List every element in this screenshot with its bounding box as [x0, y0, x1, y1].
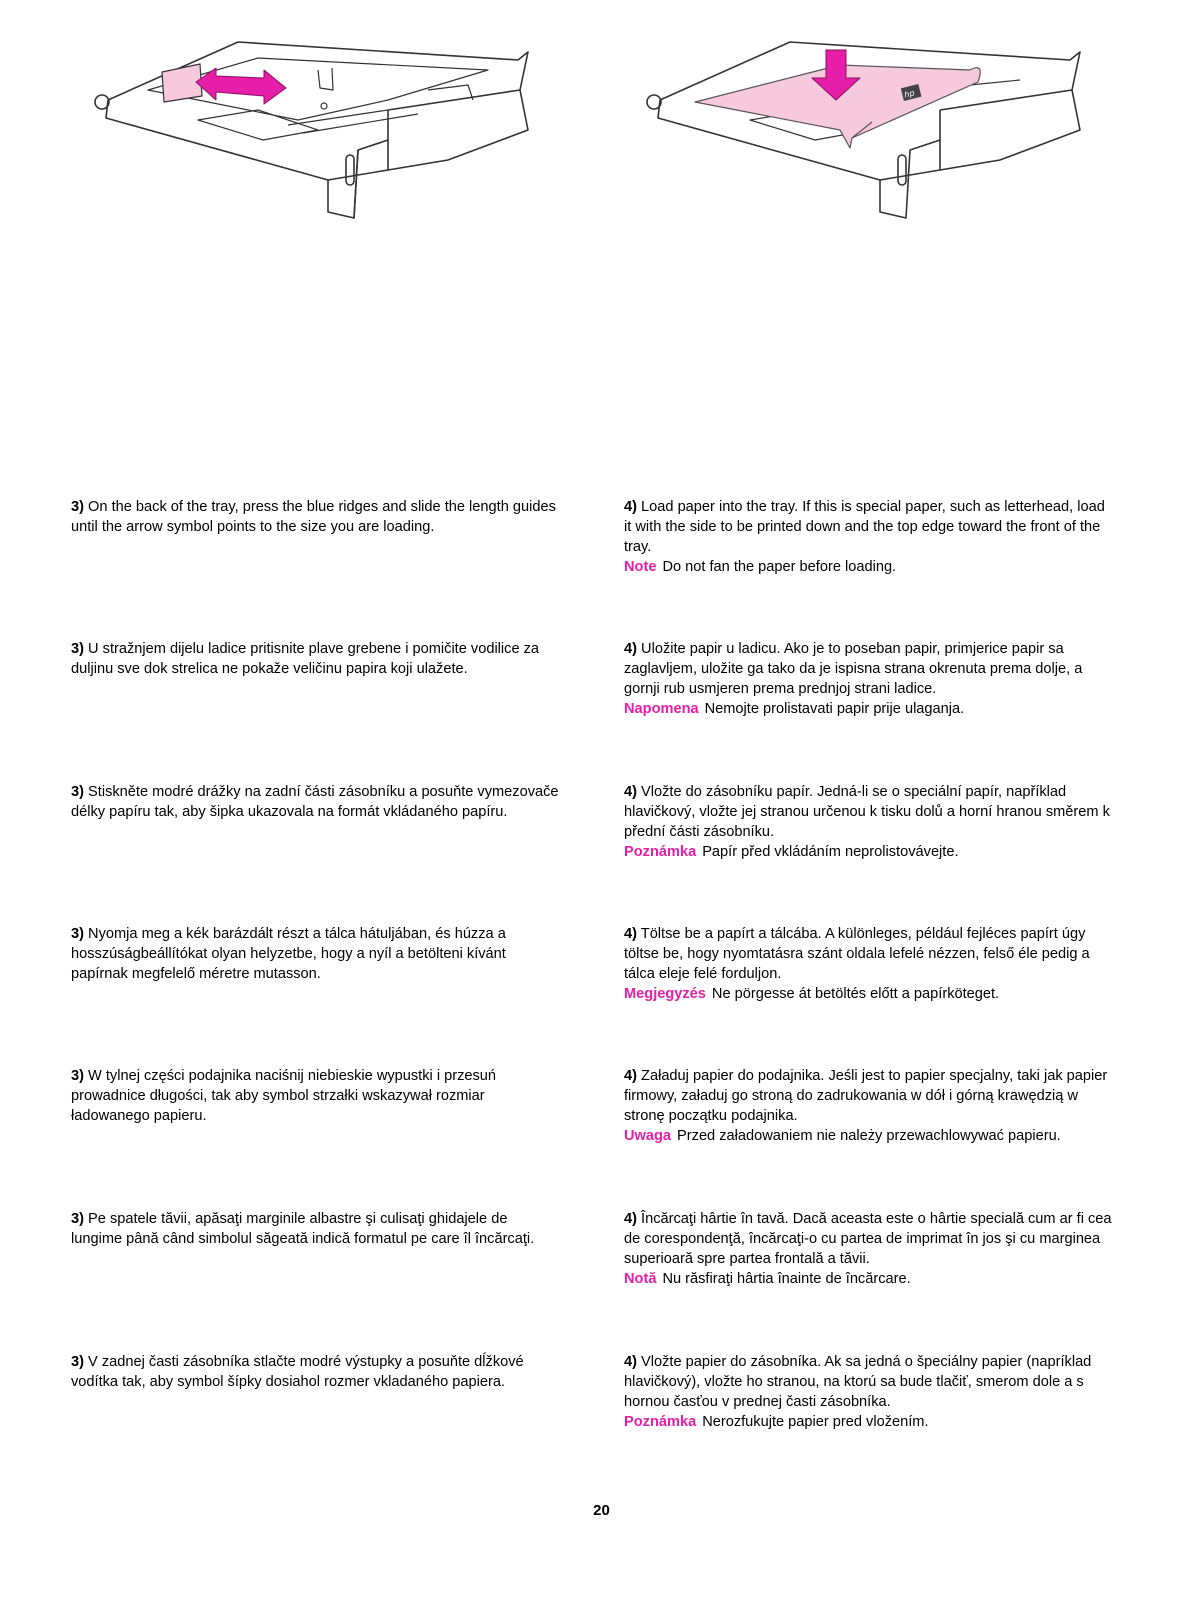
step-number: 4) — [624, 1211, 637, 1227]
step-number: 3) — [71, 1354, 84, 1370]
step-text: V zadnej časti zásobníka stlačte modré výstupky a posuňte dĺžkové vodítka tak, aby symbol šípky dosiahol rozmer vkladaného papiera. — [71, 1354, 524, 1390]
step-3-hungarian — [71, 924, 561, 984]
logo-text: hp — [903, 88, 916, 100]
step-3-romanian — [71, 1209, 561, 1249]
note-text: Ne pörgesse át betöltés előtt a papírköteget. — [711, 986, 1000, 1002]
step-number: 3) — [71, 784, 84, 800]
step-3-polish — [71, 1066, 561, 1126]
note-label: Note — [624, 559, 657, 575]
step-text: Töltse be a papírt a tálcába. A különleges, például fejléces papírt úgy töltse be, hogy nyomtatásra szánt oldala lefelé nézzen, felső éle pedig a tálca eleje felé forduljon. — [624, 926, 1090, 982]
step-text: U stražnjem dijelu ladice pritisnite plave grebene i pomičite vodilice za duljinu sve dok strelica ne pokaže veličinu papira koji ulažete. — [71, 641, 540, 677]
step-number: 3) — [71, 641, 84, 657]
note-text: Przed załadowaniem nie należy przewachlowywać papieru. — [677, 1128, 1061, 1144]
step-text: W tylnej części podajnika naciśnij niebieskie wypustki i przesuń prowadnice długości, tak aby symbol strzałki wskazywał rozmiar ładowanego papieru. — [71, 1068, 497, 1124]
step-4-czech — [624, 782, 1114, 862]
step-number: 4) — [624, 926, 637, 942]
step-4-romanian — [624, 1209, 1114, 1289]
tray-load-paper-illustration — [640, 30, 1120, 230]
step-4-english — [624, 497, 1114, 577]
note-label: Poznámka — [624, 1414, 697, 1430]
note-label: Poznámka — [624, 844, 697, 860]
double-arrow-icon — [196, 68, 286, 104]
step-text: Încărcaţi hârtie în tavă. Dacă aceasta este o hârtie specială cum ar fi cea de corespondenţă, încărcaţi-o cu partea de imprimat în jos şi cu marginea superioară spre partea frontală a tăvii. — [624, 1211, 1112, 1267]
step-text: Uložite papir u ladicu. Ako je to poseban papir, primjerice papir sa zaglavljem, uložite ga tako da je ispisna strana okrenuta prema dolje, a gornji rub usmjeren prema prednjoj strani ladice. — [624, 641, 1083, 697]
step-text: Nyomja meg a kék barázdált részt a tálca hátuljában, és húzza a hosszúságbeállítókat olyan helyzetbe, hogy a nyíl a betölteni kívánt papírnak megfelelő méretre mutasson. — [71, 926, 506, 982]
step-text: On the back of the tray, press the blue ridges and slide the length guides until the arrow symbol points to the size you are loading. — [71, 499, 556, 535]
step-number: 4) — [624, 784, 637, 800]
note-text: Nu răsfiraţi hârtia înainte de încărcare. — [662, 1271, 911, 1287]
step-4-croatian — [624, 639, 1114, 719]
step-3-english — [71, 497, 561, 537]
step-number: 4) — [624, 641, 637, 657]
note-label: Napomena — [624, 701, 699, 717]
step-number: 3) — [71, 1211, 84, 1227]
note-label: Megjegyzés — [624, 986, 706, 1002]
note-text: Nemojte prolistavati papir prije ulaganja. — [704, 701, 965, 717]
step-number: 4) — [624, 499, 637, 515]
step-text: Vložte do zásobníku papír. Jedná-li se o speciální papír, například hlavičkový, vložte jej stranou určenou k tisku dolů a horní hranou směrem k přední části zásobníku. — [624, 784, 1110, 840]
step-number: 4) — [624, 1068, 637, 1084]
step-4-slovak — [624, 1352, 1114, 1432]
step-text: Załaduj papier do podajnika. Jeśli jest to papier specjalny, taki jak papier firmowy, załaduj go stroną do zadrukowania w dół i górną krawędzią w stronę początku podajnika. — [624, 1068, 1108, 1124]
tray-length-guide-illustration — [88, 30, 568, 230]
note-text: Papír před vkládáním neprolistovávejte. — [702, 844, 959, 860]
step-3-croatian — [71, 639, 561, 679]
step-3-czech — [71, 782, 561, 822]
note-label: Uwaga — [624, 1128, 672, 1144]
note-label: Notă — [624, 1271, 657, 1287]
step-number: 3) — [71, 1068, 84, 1084]
page-number: 20 — [593, 1502, 610, 1519]
step-text: Vložte papier do zásobníka. Ak sa jedná o špeciálny papier (napríklad hlavičkový), vložte ho stranou, na ktorú sa bude tlačiť, smerom dole a s hornou časťou v prednej časti zásobníka. — [624, 1354, 1092, 1410]
step-text: Stiskněte modré drážky na zadní části zásobníku a posuňte vymezovače délky papíru tak, aby šipka ukazovala na formát vkládaného papíru. — [71, 784, 559, 820]
step-text: Pe spatele tăvii, apăsaţi marginile albastre şi culisaţi ghidajele de lungime până când simbolul săgeată indică formatul pe care îl încărcaţi. — [71, 1211, 535, 1247]
note-text: Nerozfukujte papier pred vložením. — [702, 1414, 929, 1430]
note-text: Do not fan the paper before loading. — [662, 559, 897, 575]
step-number: 4) — [624, 1354, 637, 1370]
step-4-polish — [624, 1066, 1114, 1146]
step-3-slovak — [71, 1352, 561, 1392]
step-number: 3) — [71, 499, 84, 515]
step-number: 3) — [71, 926, 84, 942]
step-4-hungarian — [624, 924, 1114, 1004]
step-text: Load paper into the tray. If this is special paper, such as letterhead, load it with the side to be printed down and the top edge toward the front of the tray. — [624, 499, 1105, 555]
